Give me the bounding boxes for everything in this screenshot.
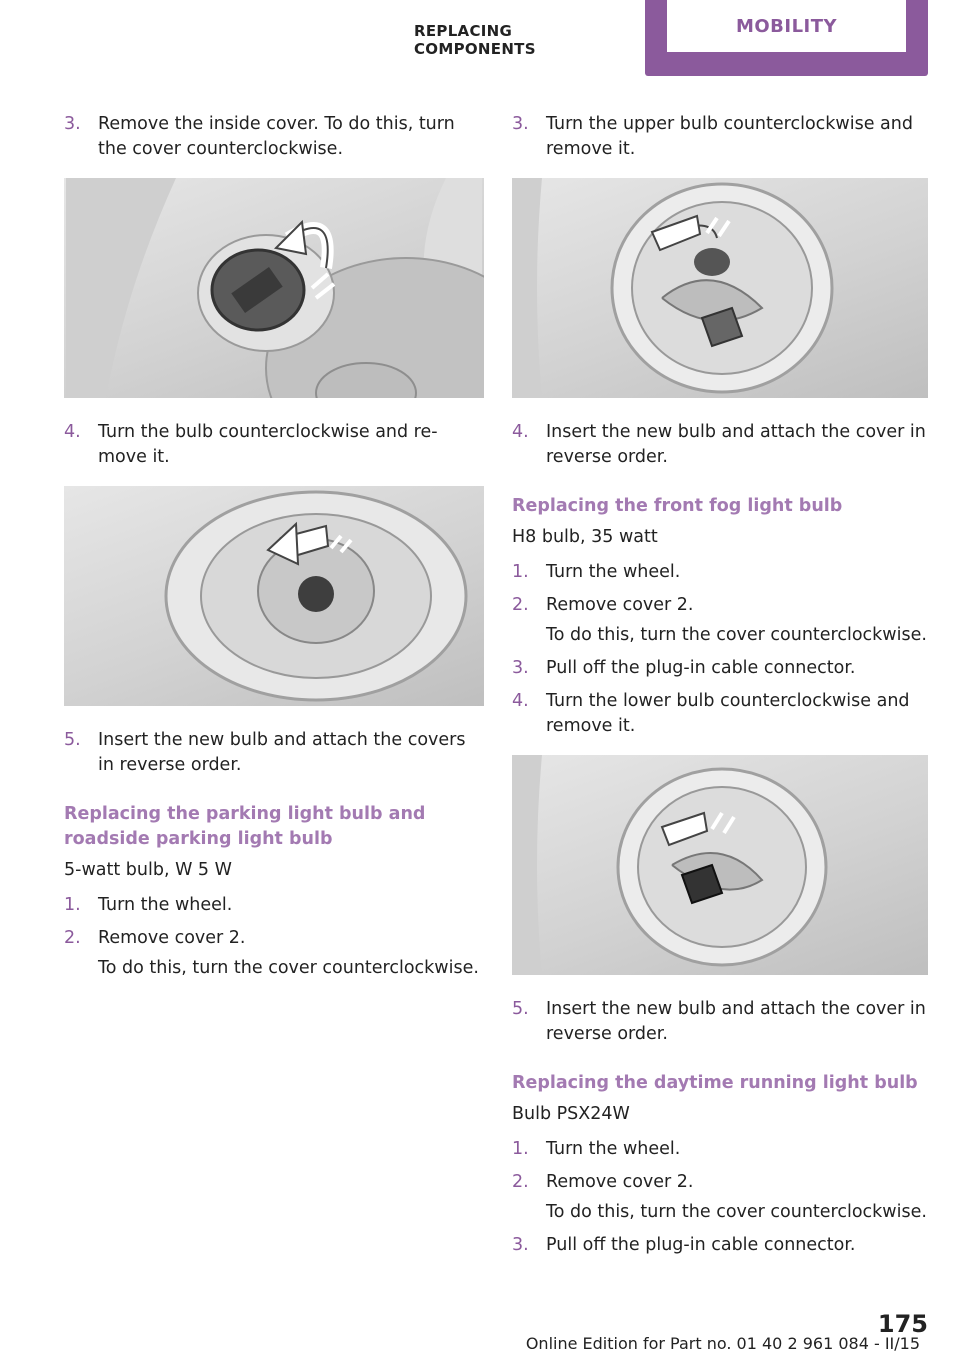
list-item bbox=[512, 1233, 928, 1258]
bulb-spec: 5-watt bulb, W 5 W bbox=[64, 860, 232, 880]
list-item bbox=[512, 560, 928, 585]
step-text: Pull off the plug-in cable connector. bbox=[546, 658, 856, 678]
step-text: Remove cover 2. bbox=[98, 928, 246, 948]
step-text: Turn the lower bulb counterclockwise and remove it. bbox=[546, 691, 910, 736]
step-number: 1. bbox=[64, 895, 81, 915]
step-text: Turn the wheel. bbox=[546, 1139, 681, 1159]
section-heading-fog-light: Replacing the front fog light bulb bbox=[512, 496, 843, 516]
step-subtext: To do this, turn the cover counterclockwise. bbox=[98, 958, 479, 978]
list-item bbox=[64, 420, 484, 470]
step-text: Insert the new bulb and attach the covers in reverse order. bbox=[98, 730, 466, 775]
section-heading-parking-light: Replacing the parking light bulb and roadside parking light bulb bbox=[64, 804, 426, 849]
list-item bbox=[512, 420, 928, 470]
footer-edition: Online Edition for Part no. 01 40 2 961 084 - II/15 bbox=[525, 1334, 920, 1353]
left-column bbox=[64, 112, 484, 989]
chapter-tab-label: MOBILITY bbox=[667, 0, 906, 52]
step-number: 4. bbox=[512, 422, 529, 442]
step-number: 3. bbox=[64, 114, 81, 134]
step-number: 3. bbox=[512, 1235, 529, 1255]
step-number: 3. bbox=[512, 658, 529, 678]
figure-bulb-removal bbox=[64, 486, 484, 706]
step-text: Insert the new bulb and attach the cover in reverse order. bbox=[546, 422, 926, 467]
section-heading-daytime-running-light: Replacing the daytime running light bulb bbox=[512, 1073, 918, 1093]
chapter-tab bbox=[645, 0, 928, 76]
list-item bbox=[64, 728, 484, 778]
list-item bbox=[64, 112, 484, 162]
step-text: Turn the upper bulb counterclockwise and remove it. bbox=[546, 114, 913, 159]
step-subtext: To do this, turn the cover counterclockwise. bbox=[546, 1202, 927, 1222]
step-text: Turn the bulb counterclockwise and re‐move it. bbox=[98, 422, 438, 467]
list-item bbox=[512, 997, 928, 1047]
step-text: Turn the wheel. bbox=[98, 895, 233, 915]
list-item bbox=[64, 893, 484, 918]
step-text: Pull off the plug-in cable connector. bbox=[546, 1235, 856, 1255]
step-number: 5. bbox=[512, 999, 529, 1019]
running-header-section: REPLACING COMPONENTS bbox=[414, 22, 536, 58]
step-number: 5. bbox=[64, 730, 81, 750]
list-item bbox=[512, 1137, 928, 1162]
figure-upper-bulb-drawing bbox=[512, 178, 928, 398]
step-number: 1. bbox=[512, 1139, 529, 1159]
page-number: 175 bbox=[877, 1310, 928, 1338]
list-item bbox=[512, 593, 928, 618]
step-number: 4. bbox=[64, 422, 81, 442]
right-column bbox=[512, 112, 928, 1266]
step-number: 3. bbox=[512, 114, 529, 134]
bulb-spec: Bulb PSX24W bbox=[512, 1104, 630, 1124]
step-number: 2. bbox=[512, 595, 529, 615]
step-number: 2. bbox=[512, 1172, 529, 1192]
bulb-spec: H8 bulb, 35 watt bbox=[512, 527, 658, 547]
figure-bulb-removal-drawing bbox=[64, 486, 484, 706]
step-text: Insert the new bulb and attach the cover in reverse order. bbox=[546, 999, 926, 1044]
figure-inside-cover-drawing bbox=[64, 178, 484, 398]
list-item bbox=[512, 656, 928, 681]
figure-lower-bulb-drawing bbox=[512, 755, 928, 975]
step-subtext: To do this, turn the cover counterclockwise. bbox=[546, 625, 927, 645]
figure-lower-bulb bbox=[512, 755, 928, 975]
list-item bbox=[512, 689, 928, 739]
figure-inside-cover bbox=[64, 178, 484, 398]
step-text: Remove cover 2. bbox=[546, 1172, 694, 1192]
list-item bbox=[512, 1170, 928, 1195]
step-number: 4. bbox=[512, 691, 529, 711]
list-item bbox=[512, 112, 928, 162]
step-text: Remove cover 2. bbox=[546, 595, 694, 615]
step-text: Turn the wheel. bbox=[546, 562, 681, 582]
step-number: 2. bbox=[64, 928, 81, 948]
list-item bbox=[64, 926, 484, 951]
step-text: Remove the inside cover. To do this, turn the cover counterclockwise. bbox=[98, 114, 455, 159]
figure-upper-bulb bbox=[512, 178, 928, 398]
step-number: 1. bbox=[512, 562, 529, 582]
